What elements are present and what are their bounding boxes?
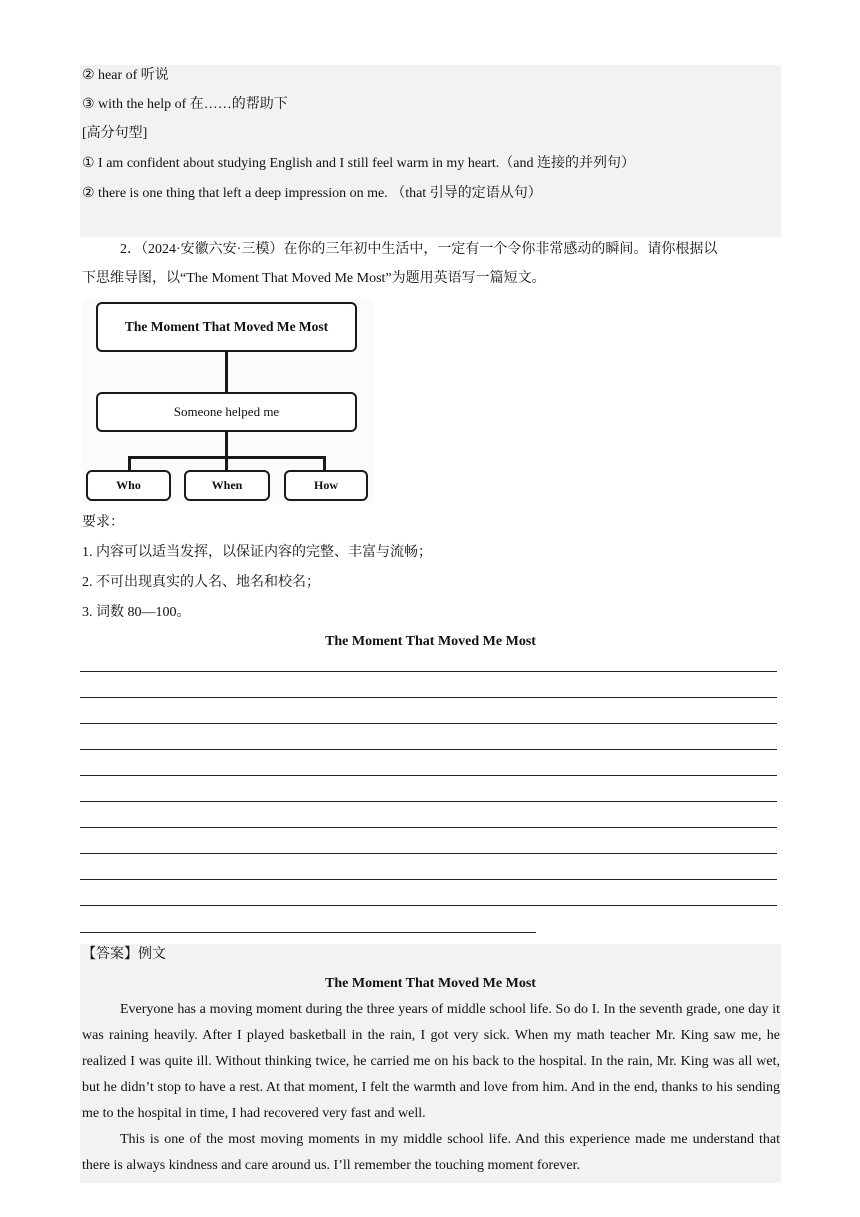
- writing-line[interactable]: [80, 749, 777, 750]
- connector: [225, 456, 228, 470]
- requirements-heading: 要求：: [82, 515, 124, 530]
- sentence-item: ② there is one thing that left a deep impression on me. （that 引导的定语从句）: [82, 186, 542, 201]
- connector: [225, 352, 228, 392]
- mind-map-middle: Someone helped me: [96, 392, 357, 432]
- question-line: 下思维导图，以“The Moment That Moved Me Most”为题用英语写一篇短文。: [82, 271, 546, 286]
- mind-map-leaf-how: How: [284, 470, 368, 501]
- writing-line[interactable]: [80, 697, 777, 698]
- answer-title: The Moment That Moved Me Most: [325, 976, 536, 991]
- mind-map-leaf-who: Who: [86, 470, 171, 501]
- connector: [323, 456, 326, 470]
- connector: [128, 456, 131, 470]
- writing-line[interactable]: [80, 932, 536, 933]
- mind-map: [82, 298, 374, 503]
- phrase-item: ② hear of 听说: [82, 68, 169, 83]
- writing-line[interactable]: [80, 671, 777, 672]
- sentence-item: ① I am confident about studying English and I still feel warm in my heart.（and 连接的并列句）: [82, 156, 636, 171]
- question-line: 2．（2024·安徽六安·三模）在你的三年初中生活中，一定有一个令你非常感动的瞬间。请你根据以: [120, 242, 718, 257]
- writing-line[interactable]: [80, 905, 777, 906]
- mind-map-title: The Moment That Moved Me Most: [96, 302, 357, 352]
- writing-line[interactable]: [80, 775, 777, 776]
- writing-line[interactable]: [80, 827, 777, 828]
- answer-paragraph: Everyone has a moving moment during the three years of middle school life. So do I. In the seventh grade, one day it was raining heavily. After I played basketball in the rain, I got very sick. When my math teacher Mr. King saw me, he realized I was quite ill. Without thinking twice, he carried me on his back to the hospital. In the rain, Mr. King was all wet, but he didn’t stop to have a rest. At that moment, I felt the warmth and love from him. And in the end, thanks to his sending me to the hospital in time, I had recovered very fast and well.: [82, 1002, 780, 1121]
- notes-block: [80, 65, 781, 237]
- sentence-heading: [高分句型]: [82, 126, 148, 141]
- writing-line[interactable]: [80, 723, 777, 724]
- writing-line[interactable]: [80, 879, 777, 880]
- requirement-item: 3. 词数 80—100。: [82, 605, 191, 620]
- answer-paragraph: This is one of the most moving moments in my middle school life. And this experience made me understand that there is always kindness and care around us. I’ll remember the touching moment forever.: [82, 1132, 780, 1173]
- essay-title: The Moment That Moved Me Most: [325, 634, 536, 649]
- mind-map-leaf-when: When: [184, 470, 270, 501]
- requirement-item: 1. 内容可以适当发挥，以保证内容的完整、丰富与流畅；: [82, 545, 432, 560]
- writing-line[interactable]: [80, 853, 777, 854]
- requirement-item: 2. 不可出现真实的人名、地名和校名；: [82, 575, 320, 590]
- writing-line[interactable]: [80, 801, 777, 802]
- connector: [225, 432, 228, 458]
- answer-label: 【答案】例文: [82, 947, 166, 962]
- phrase-item: ③ with the help of 在……的帮助下: [82, 97, 288, 112]
